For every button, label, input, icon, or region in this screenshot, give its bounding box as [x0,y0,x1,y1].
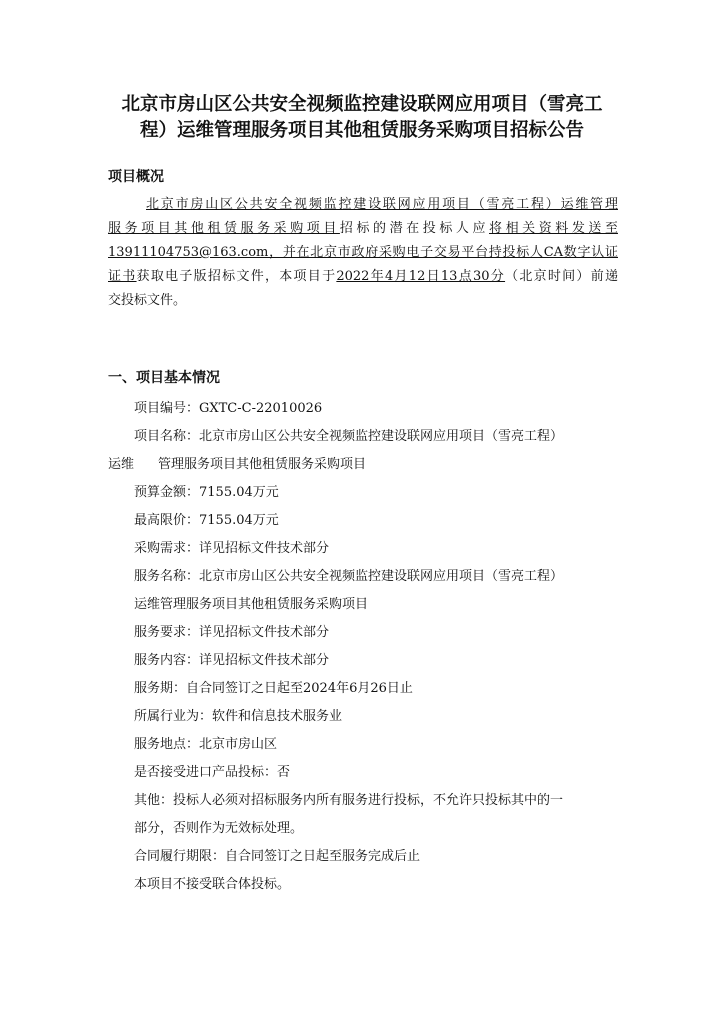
procurement-demand: 采购需求：详见招标文件技术部分 [134,541,330,556]
project-name-line-1: 项目名称：北京市房山区公共安全视频监控建设联网应用项目（雪亮工程） [134,429,564,444]
project-name-rest: 管理服务项目其他租赁服务采购项目 [158,457,367,472]
overview-project-name-end: 服务项目其他租赁服务采购项目 [108,221,340,236]
overview-cert: 证书 [108,269,137,284]
service-name-line-1: 服务名称：北京市房山区公共安全视频监控建设联网应用项目（雪亮工程） [134,569,564,584]
service-name-line-2: 运维管理服务项目其他租赁服务采购项目 [134,597,369,612]
overview-bidder-text: 招标的潜在投标人应 [339,221,490,236]
service-location: 服务地点：北京市房山区 [134,737,278,752]
import-products: 是否接受进口产品投标：否 [134,765,291,780]
no-consortium: 本项目不接受联合体投标。 [134,877,291,892]
overview-obtain-docs: 获取电子版招标文件，本项目于 [136,269,337,284]
overview-beijing-time: （北京时间）前递 [505,269,618,284]
contract-period: 合同履行期限：自合同签订之日起至服务完成后止 [134,849,421,864]
service-period: 服务期：自合同签订之日起至2024年6月26日止 [134,681,413,696]
project-name-line-2 [108,453,366,472]
overview-line-5: 交投标文件。 [108,293,187,308]
section-1-heading: 一、项目基本情况 [108,370,220,386]
industry: 所属行业为：软件和信息技术服务业 [134,709,343,724]
page-title [96,92,628,144]
title-line-2: 程）运维管理服务项目其他租赁服务采购项目招标公告 [139,120,584,141]
overview-deadline: 2022年4月12日13点30分 [336,269,506,284]
project-name-ops: 运维 [108,457,135,472]
title-line-1: 北京市房山区公共安全视频监控建设联网应用项目（雪亮工 [121,94,603,115]
service-content: 服务内容：详见招标文件技术部分 [134,653,330,668]
max-price: 最高限价：7155.04万元 [134,513,279,528]
other-line-1: 其他：投标人必须对招标服务内所有服务进行投标，不允许只投标其中的一 [134,793,564,808]
overview-send-materials: 将相关资料发送至 [489,221,618,236]
overview-line-3: 13911104753@163.com，并在北京市政府采购电子交易平台持投标人CA数字认证 [108,245,618,260]
overview-line-4 [108,265,618,289]
overview-line-2 [108,217,618,241]
other-line-2: 部分，否则作为无效标处理。 [134,821,304,836]
budget-amount: 预算金额：7155.04万元 [134,485,279,500]
service-requirements: 服务要求：详见招标文件技术部分 [134,625,330,640]
overview-paragraph [108,193,618,313]
project-number: 项目编号：GXTC-C-22010026 [134,401,323,416]
overview-line-1: 北京市房山区公共安全视频监控建设联网应用项目（雪亮工程）运维管理 [146,197,618,212]
overview-heading: 项目概况 [108,169,164,185]
